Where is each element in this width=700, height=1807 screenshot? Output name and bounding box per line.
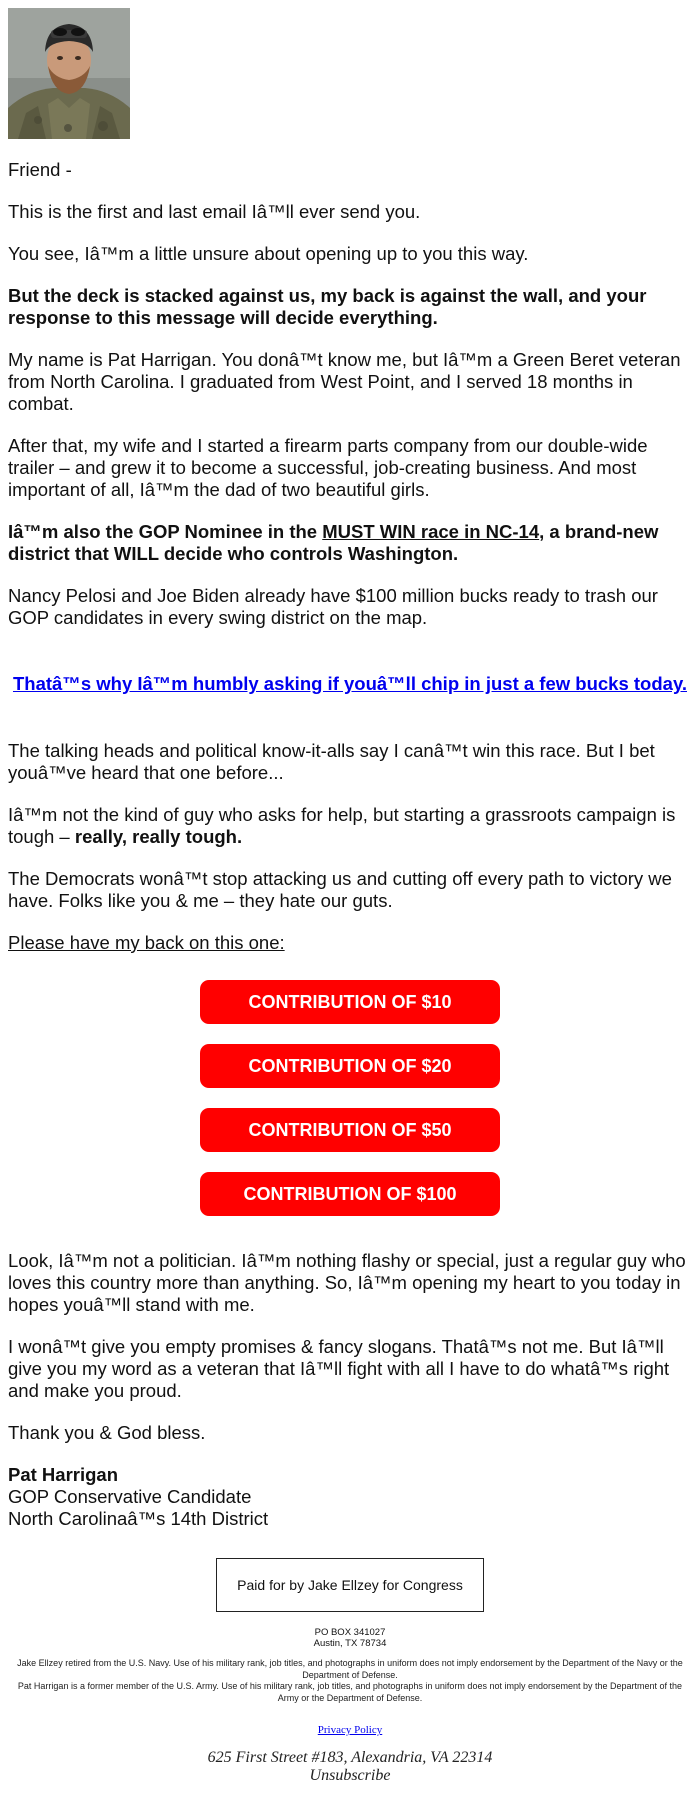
paragraph-have-my-back: Please have my back on this one:	[8, 932, 285, 953]
signature-name: Pat Harrigan	[8, 1464, 119, 1485]
nominee-text-end: , a brand-new district that WILL decide who controls Washington.	[8, 521, 659, 564]
nominee-text-start: Iâ™m also the GOP Nominee in the	[8, 521, 323, 542]
unsubscribe-link[interactable]: Unsubscribe	[309, 1767, 391, 1784]
cta-container	[8, 673, 692, 695]
paragraph-not-politician: Look, Iâ™m not a politician. Iâ™m nothing flashy or special, just a regular guy who loves this country more than anything. So, Iâ™m opening my heart to you today in hopes youâ™ll stand with me.	[8, 1250, 686, 1315]
contribution-10-button[interactable]: CONTRIBUTION OF $10	[200, 980, 500, 1024]
contribution-buttons	[8, 980, 692, 1216]
email-body	[8, 8, 692, 1704]
paragraph-deck-stacked: But the deck is stacked against us, my back is against the wall, and your response to this message will decide everything.	[8, 285, 647, 328]
privacy-policy-link[interactable]: Privacy Policy	[317, 1724, 383, 1736]
candidate-photo	[8, 8, 130, 139]
signature-district: North Carolinaâ™s 14th District	[8, 1508, 269, 1529]
contribution-50-button[interactable]: CONTRIBUTION OF $50	[200, 1108, 500, 1152]
must-win-race-text: MUST WIN race in NC-14	[322, 521, 540, 542]
paragraph-democrats: The Democrats wonâ™t stop attacking us and cutting off every path to victory we have. Folks like you & me – they hate our guts.	[8, 868, 672, 911]
disclaimer-harrigan: Pat Harrigan is a former member of the U.S. Army. Use of his military rank, job titles, and photographs in uniform does not imply endorsement by the Department of the Army or the Department of Defense.	[17, 1681, 683, 1703]
contribution-100-button[interactable]: CONTRIBUTION OF $100	[200, 1172, 500, 1216]
footer-address: 625 First Street #183, Alexandria, VA 22314	[207, 1749, 493, 1766]
paragraph-pelosi-biden: Nancy Pelosi and Joe Biden already have $100 million bucks ready to trash our GOP candidates in every swing district on the map.	[8, 585, 658, 628]
really-tough-text: really, really tough.	[74, 826, 243, 847]
po-city: Austin, TX 78734	[313, 1638, 387, 1649]
signature-title: GOP Conservative Candidate	[8, 1486, 252, 1507]
grassroots-text: Iâ™m not the kind of guy who asks for help, but starting a grassroots campaign is tough –	[8, 804, 676, 847]
paragraph-gop-nominee	[8, 521, 692, 565]
paragraph-grassroots	[8, 804, 692, 848]
signature-block	[8, 1464, 692, 1530]
paragraph-first-email: This is the first and last email Iâ™ll ever send you.	[8, 201, 421, 222]
paragraph-talking-heads: The talking heads and political know-it-alls say I canâ™t win this race. But I bet youâ™ve heard that one before...	[8, 740, 655, 783]
paragraph-introduction: My name is Pat Harrigan. You donâ™t know me, but Iâ™m a Green Beret veteran from North Carolina. I graduated from West Point, and I served 18 months in combat.	[8, 349, 681, 414]
greeting: Friend -	[8, 159, 72, 180]
privacy-container	[0, 1724, 700, 1736]
footer	[0, 1749, 700, 1785]
po-box-address	[8, 1627, 692, 1649]
paid-for-box: Paid for by Jake Ellzey for Congress	[216, 1558, 484, 1612]
po-box: PO BOX 341027	[314, 1627, 386, 1638]
chip-in-link[interactable]: Thatâ™s why Iâ™m humbly asking if youâ™ll chip in just a few bucks today.	[12, 673, 687, 694]
disclaimer-ellzey: Jake Ellzey retired from the U.S. Navy. Use of his military rank, job titles, and photographs in uniform does not imply endorsement by the Department of the Navy or the Department of Defense.	[17, 1658, 683, 1680]
disclaimers	[8, 1658, 692, 1704]
paragraph-promises: I wonâ™t give you empty promises & fancy slogans. Thatâ™s not me. But Iâ™ll give you my word as a veteran that Iâ™ll fight with all I have to do whatâ™s right and make you proud.	[8, 1336, 670, 1401]
paragraph-thank-you: Thank you & God bless.	[8, 1422, 206, 1443]
paragraph-unsure: You see, Iâ™m a little unsure about opening up to you this way.	[8, 243, 529, 264]
contribution-20-button[interactable]: CONTRIBUTION OF $20	[200, 1044, 500, 1088]
paragraph-business: After that, my wife and I started a firearm parts company from our double-wide trailer – and grew it to become a successful, job-creating business. And most important of all, Iâ™m the dad of two beautiful girls.	[8, 435, 648, 500]
